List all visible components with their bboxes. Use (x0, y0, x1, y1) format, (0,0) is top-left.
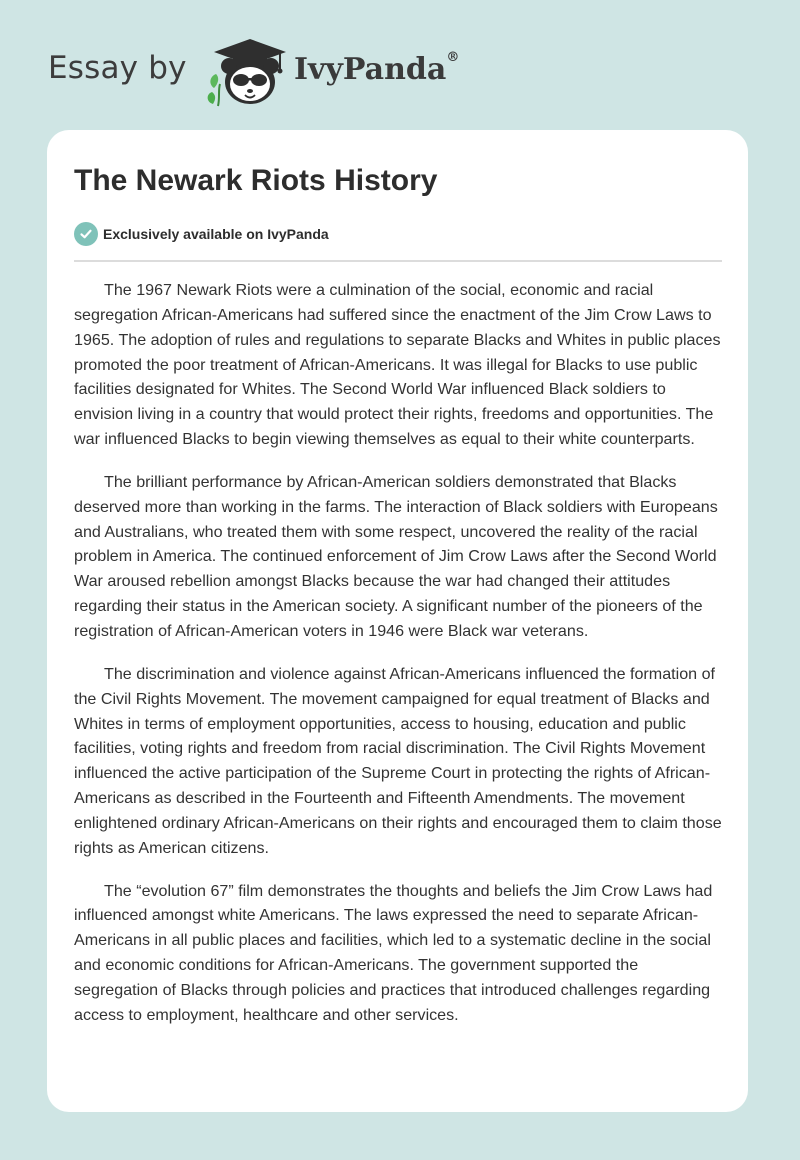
exclusive-badge (74, 221, 329, 247)
essay-card (47, 130, 748, 1112)
essay-by-ivypanda-logo[interactable] (48, 36, 508, 108)
paragraph: The “evolution 67” film demonstrates the thoughts and beliefs the Jim Crow Laws had influenced amongst white Americans. The laws expressed the need to separate African-Americans in all public places and facilities, which led to a systematic decline in the social and economic conditions for African-Americans. The government supported the segregation of Blacks through policies and practices that introduced challenges regarding access to employment, healthcare and other services. (74, 881, 713, 1024)
paragraph: The 1967 Newark Riots were a culmination of the social, economic and racial segregation African-Americans had suffered since the enactment of the Jim Crow Laws to 1965. The adoption of rules and regulations to separate Blacks and Whites in public places promoted the poor treatment of African-Americans. It was illegal for Blacks to use public facilities designated for Whites. The Second World War influenced Black soldiers to envision living in a country that would protect their rights, freedoms and opportunities. The war influenced Blacks to begin viewing themselves as equal to their white counterparts. (74, 281, 721, 449)
essay-body (74, 278, 726, 1046)
exclusive-badge-text: Exclusively available on IvyPanda (103, 226, 329, 242)
brand-name: IvyPanda® (294, 50, 460, 87)
panda-graduate-icon (202, 36, 294, 108)
check-circle-icon (74, 222, 98, 246)
paragraph: The brilliant performance by African-American soldiers demonstrated that Blacks deserved more than working in the farms. The interaction of Black soldiers with Europeans and Australians, who treated them with some respect, uncovered the reality of the racial problem in America. The continued enforcement of Jim Crow Laws after the Second World War aroused rebellion amongst Blacks because the war had changed their attitudes regarding their status in the American society. A significant number of the pioneers of the registration of African-American voters in 1946 were Black war veterans. (74, 472, 718, 640)
divider (74, 260, 722, 262)
paragraph: The discrimination and violence against African-Americans influenced the formation of the Civil Rights Movement. The movement campaigned for equal treatment of Blacks and Whites in terms of employment opportunities, access to housing, education and public facilities, voting rights and freedom from racial discrimination. The Civil Rights Movement influenced the active participation of the Supreme Court in protecting the rights of African-Americans as described in the Fourteenth and Fifteenth Amendments. The movement enlightened ordinary African-Americans on their rights and encouraged them to claim those rights as American citizens. (74, 664, 722, 857)
page-title: The Newark Riots History (74, 164, 438, 197)
brand-prefix: Essay by (48, 50, 187, 86)
